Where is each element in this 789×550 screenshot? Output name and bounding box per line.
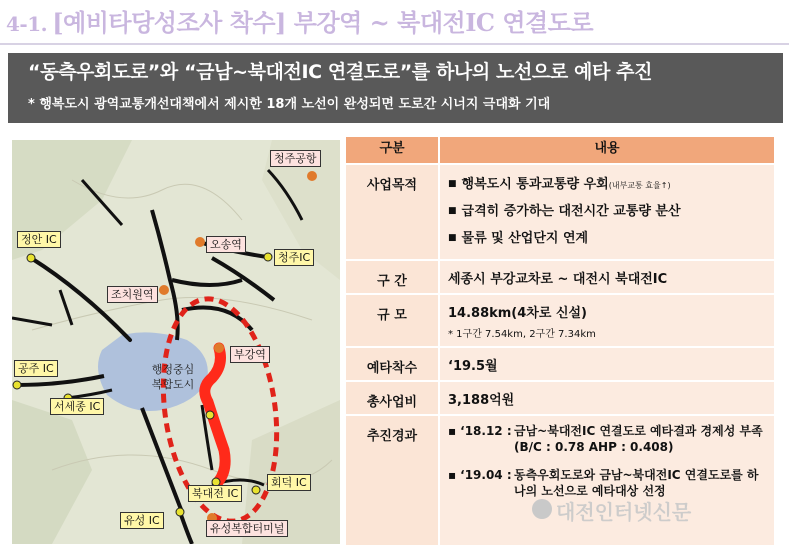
progress-item (448, 423, 768, 455)
header-key: 구분 (346, 137, 440, 165)
table-header-row (346, 137, 774, 165)
scale-note: * 1구간 7.54km, 2구간 7.34km (448, 329, 596, 340)
section-value: 세종시 부강교차로 ~ 대전시 북대전IC (440, 261, 774, 295)
table-row-purpose (346, 165, 774, 261)
label-jeongan-ic: 정안 IC (17, 231, 61, 248)
progress-date: ▪ ‘19.04 : (448, 467, 514, 499)
table-row-progress (346, 416, 774, 547)
scale-value-text: 14.88km(4차로 신설) (448, 306, 587, 321)
label-yuseong-ic: 유성 IC (120, 512, 164, 529)
cost-key: 총사업비 (346, 382, 440, 416)
watermark: 대전인터넷신문 (556, 500, 692, 524)
ic-marker (13, 381, 21, 389)
city-center-label-line2: 복합도시 (151, 378, 195, 391)
label-seosejong-ic: 서세종 IC (50, 398, 104, 415)
label-cheongju-airport: 청주공항 (270, 150, 321, 167)
scale-value (440, 295, 774, 348)
start-value: ‘19.5월 (440, 348, 774, 382)
city-center-label (130, 362, 216, 392)
label-jochiwon-station: 조치원역 (107, 286, 158, 303)
station-marker (195, 237, 205, 247)
watermark-icon (532, 499, 552, 519)
ic-marker (206, 411, 214, 419)
label-cheongju-ic: 청주IC (274, 249, 314, 266)
cost-value: 3,188억원 (440, 382, 774, 416)
header-value: 내용 (440, 137, 774, 165)
station-marker (214, 343, 224, 353)
ic-marker (27, 254, 35, 262)
label-yuseong-terminal: 유성복합터미널 (206, 520, 288, 537)
summary-subline: * 행복도시 광역교통개선대책에서 제시한 18개 노선이 완성되면 도로간 시너지 극대화 기대 (28, 97, 551, 112)
summary-headline: “동측우회도로”와 “금남~북대전IC 연결도로”를 하나의 노선으로 예타 추진 (28, 61, 653, 83)
ic-marker (264, 253, 272, 261)
station-marker (307, 171, 317, 181)
summary-banner (8, 53, 783, 123)
purpose-item-text: 행복도시 통과교통량 우회 (461, 177, 609, 192)
route-map (12, 140, 340, 544)
purpose-key: 사업목적 (346, 165, 440, 261)
station-marker (159, 285, 169, 295)
page-title (6, 4, 593, 42)
progress-key: 추진경과 (346, 416, 440, 547)
scale-key: 규 모 (346, 295, 440, 348)
section-key: 구 간 (346, 261, 440, 295)
progress-item (448, 467, 768, 499)
table-row-cost (346, 382, 774, 416)
label-hoedeok-ic: 회덕 IC (267, 474, 311, 491)
label-bugang-station: 부강역 (230, 346, 270, 363)
progress-text: 금남~북대전IC 연결도로 예타결과 경제성 부족(B/C : 0.78 AHP : 0.408) (514, 424, 763, 454)
ic-marker (252, 486, 260, 494)
label-bukdaejeon-ic: 북대전 IC (188, 485, 242, 502)
section-title: [예비타당성조사 착수] 부강역 ~ 북대전IC 연결도로 (52, 8, 594, 37)
progress-date: ▪ ‘18.12 : (448, 423, 514, 455)
purpose-item-text: 물류 및 산업단지 연계 (461, 231, 589, 246)
purpose-value (440, 165, 774, 261)
purpose-item (448, 172, 768, 199)
table-row-section (346, 261, 774, 295)
progress-text: 동측우회도로와 금남~북대전IC 연결도로를 하나의 노선으로 예타대상 선정 (514, 468, 759, 498)
purpose-item (448, 226, 768, 253)
purpose-item-note: (내부교통 효율↑) (608, 181, 671, 190)
title-divider (0, 43, 789, 45)
project-info-table (346, 137, 774, 547)
purpose-item (448, 199, 768, 226)
label-osong-station: 오송역 (206, 236, 246, 253)
purpose-item-text: 급격히 증가하는 대전시간 교통량 분산 (461, 204, 681, 219)
progress-value (440, 416, 774, 547)
table-row-scale (346, 295, 774, 348)
start-key: 예타착수 (346, 348, 440, 382)
section-number: 4-1. (6, 12, 48, 36)
label-gongju-ic: 공주 IC (14, 360, 58, 377)
ic-marker (176, 508, 184, 516)
city-center-label-line1: 행정중심 (151, 363, 195, 376)
table-row-start (346, 348, 774, 382)
